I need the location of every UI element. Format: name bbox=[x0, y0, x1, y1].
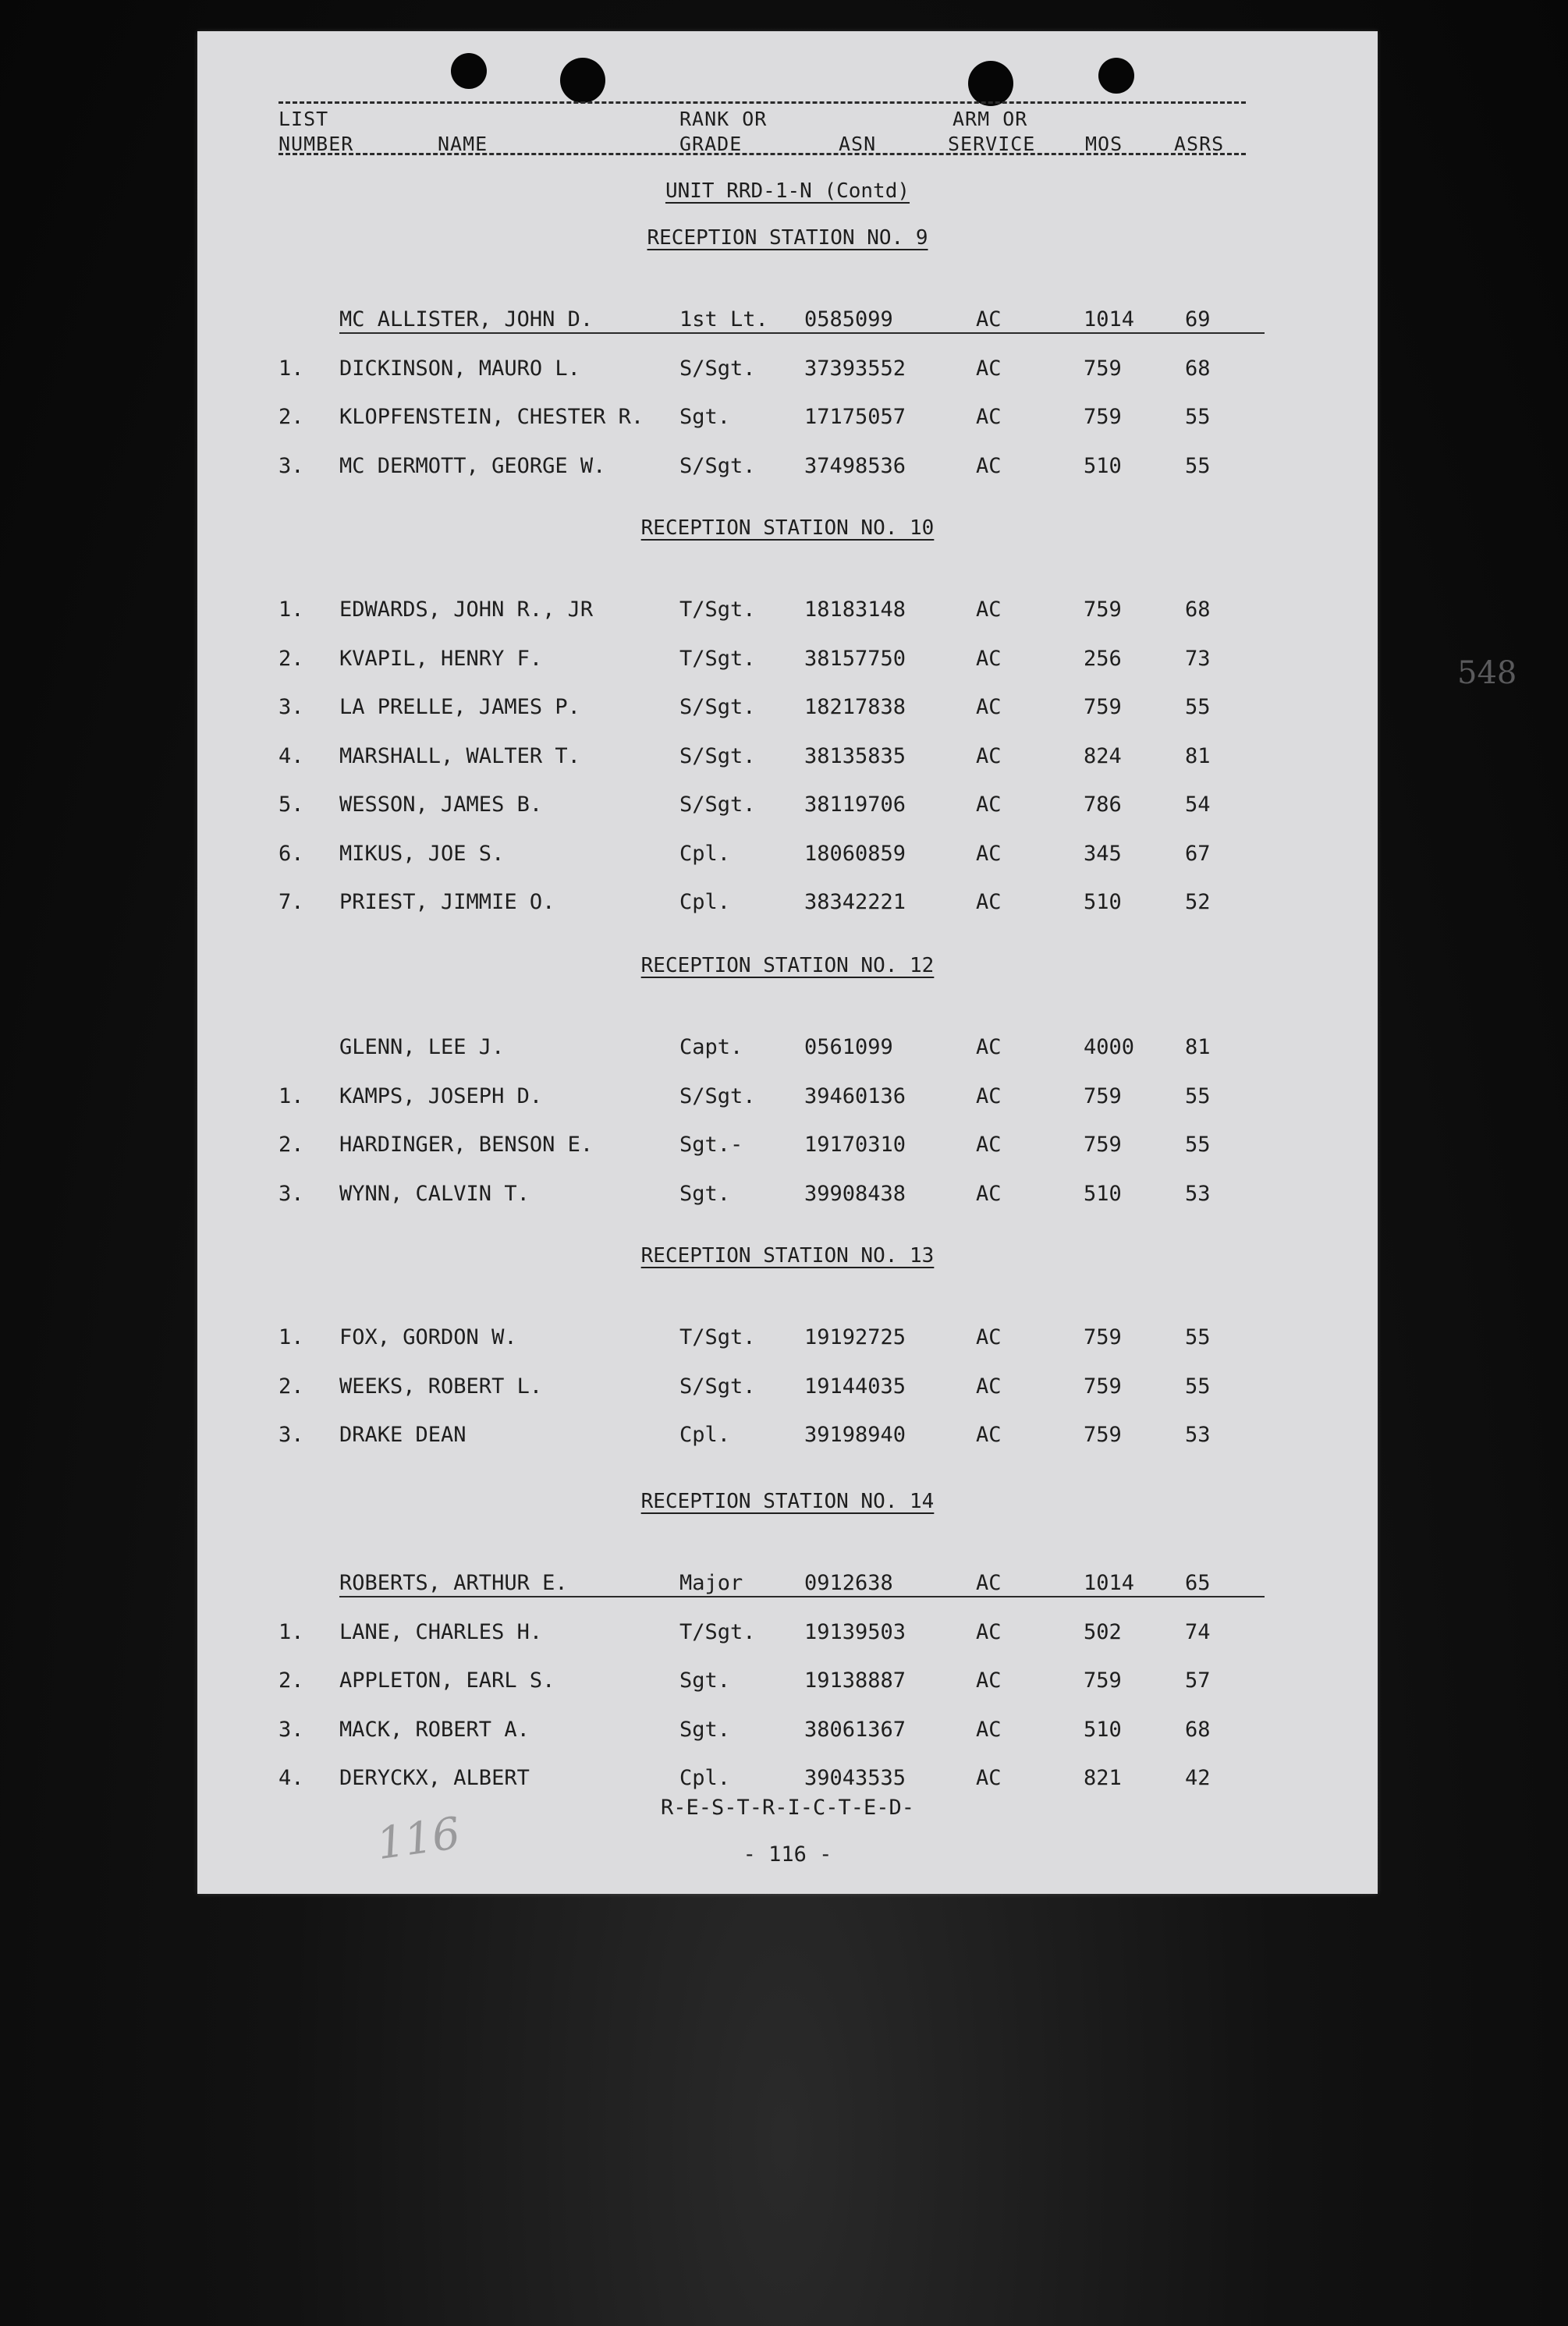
cell-rank: Sgt. bbox=[679, 1668, 731, 1693]
cell-asn: 38157750 bbox=[804, 646, 906, 671]
cell-arm: AC bbox=[976, 405, 1002, 429]
cell-mos: 759 bbox=[1084, 1374, 1122, 1399]
cell-mos: 821 bbox=[1084, 1766, 1122, 1790]
cell-arm: AC bbox=[976, 1083, 1002, 1108]
cell-num: 3. bbox=[278, 695, 304, 719]
cell-rank: Sgt.- bbox=[679, 1133, 743, 1157]
cell-mos: 345 bbox=[1084, 841, 1122, 866]
cell-num: 1. bbox=[278, 597, 304, 622]
table-row bbox=[197, 402, 1378, 433]
cell-arm: AC bbox=[976, 841, 1002, 866]
cell-num: 4. bbox=[278, 743, 304, 768]
table-row bbox=[197, 1714, 1378, 1746]
cell-num: 5. bbox=[278, 792, 304, 817]
cell-rank: S/Sgt. bbox=[679, 792, 756, 817]
cell-asn: 19139503 bbox=[804, 1619, 906, 1644]
cell-asn: 18183148 bbox=[804, 597, 906, 622]
table-row bbox=[197, 692, 1378, 723]
cell-mos: 759 bbox=[1084, 405, 1122, 429]
cell-name: LANE, CHARLES H. bbox=[339, 1619, 543, 1644]
table-row bbox=[197, 1665, 1378, 1697]
cell-asn: 19192725 bbox=[804, 1325, 906, 1349]
cell-rank: Cpl. bbox=[679, 890, 731, 914]
restricted-footer: R-E-S-T-R-I-C-T-E-D- bbox=[660, 1796, 915, 1820]
cell-name: WEEKS, ROBERT L. bbox=[339, 1374, 543, 1399]
cell-num: 4. bbox=[278, 1766, 304, 1790]
section-title: RECEPTION STATION NO. 12 bbox=[640, 954, 935, 977]
cell-rank: T/Sgt. bbox=[679, 1619, 756, 1644]
cell-mos: 824 bbox=[1084, 743, 1122, 768]
header-arm-top: ARM OR bbox=[953, 108, 1028, 130]
cell-name: FOX, GORDON W. bbox=[339, 1325, 517, 1349]
cell-num: 1. bbox=[278, 1619, 304, 1644]
cell-num: 1. bbox=[278, 1325, 304, 1349]
cell-name: HARDINGER, BENSON E. bbox=[339, 1133, 594, 1157]
cell-arm: AC bbox=[976, 307, 1002, 332]
cell-rank: Sgt. bbox=[679, 405, 731, 429]
cell-rank: T/Sgt. bbox=[679, 646, 756, 671]
punch-hole-icon bbox=[451, 53, 487, 89]
cell-asrs: 55 bbox=[1185, 453, 1211, 478]
header-name: NAME bbox=[438, 133, 488, 155]
cell-num: 3. bbox=[278, 453, 304, 478]
cell-rank: S/Sgt. bbox=[679, 1374, 756, 1399]
cell-asrs: 69 bbox=[1185, 307, 1211, 332]
cell-rank: 1st Lt. bbox=[679, 307, 768, 332]
cell-name: WESSON, JAMES B. bbox=[339, 792, 543, 817]
header-mos: MOS bbox=[1085, 133, 1123, 155]
cell-mos: 4000 bbox=[1084, 1035, 1135, 1059]
cell-asn: 37393552 bbox=[804, 356, 906, 381]
cell-arm: AC bbox=[976, 356, 1002, 381]
cell-name: MC ALLISTER, JOHN D. bbox=[339, 307, 594, 332]
cell-name: DERYCKX, ALBERT bbox=[339, 1766, 530, 1790]
cell-asn: 38119706 bbox=[804, 792, 906, 817]
cell-mos: 759 bbox=[1084, 695, 1122, 719]
cell-asrs: 81 bbox=[1185, 743, 1211, 768]
table-row bbox=[197, 1420, 1378, 1451]
page-number: - 116 - bbox=[743, 1842, 832, 1867]
cell-mos: 759 bbox=[1084, 1325, 1122, 1349]
cell-rank: S/Sgt. bbox=[679, 1083, 756, 1108]
section-title: RECEPTION STATION NO. 13 bbox=[640, 1244, 935, 1268]
table-row bbox=[197, 1568, 1378, 1599]
cell-asrs: 55 bbox=[1185, 1374, 1211, 1399]
cell-asn: 39460136 bbox=[804, 1083, 906, 1108]
cell-arm: AC bbox=[976, 1181, 1002, 1206]
cell-mos: 256 bbox=[1084, 646, 1122, 671]
section-title: RECEPTION STATION NO. 14 bbox=[640, 1490, 935, 1513]
cell-asrs: 42 bbox=[1185, 1766, 1211, 1790]
cell-asn: 0912638 bbox=[804, 1571, 893, 1595]
cell-asrs: 55 bbox=[1185, 1325, 1211, 1349]
cell-asn: 38061367 bbox=[804, 1717, 906, 1742]
cell-asrs: 81 bbox=[1185, 1035, 1211, 1059]
cell-name: APPLETON, EARL S. bbox=[339, 1668, 555, 1693]
cell-asn: 39198940 bbox=[804, 1423, 906, 1447]
cell-asrs: 57 bbox=[1185, 1668, 1211, 1693]
cell-num: 2. bbox=[278, 1668, 304, 1693]
cell-name: MARSHALL, WALTER T. bbox=[339, 743, 580, 768]
header-rank-bottom: GRADE bbox=[679, 133, 743, 155]
margin-page-number: 548 bbox=[1457, 655, 1517, 691]
cell-name: DRAKE DEAN bbox=[339, 1423, 466, 1447]
cell-mos: 502 bbox=[1084, 1619, 1122, 1644]
cell-asn: 0585099 bbox=[804, 307, 893, 332]
cell-name: GLENN, LEE J. bbox=[339, 1035, 505, 1059]
table-row bbox=[197, 1617, 1378, 1648]
cell-asn: 37498536 bbox=[804, 453, 906, 478]
cell-rank: Sgt. bbox=[679, 1181, 731, 1206]
header-list-top: LIST bbox=[278, 108, 329, 130]
cell-num: 1. bbox=[278, 1083, 304, 1108]
cell-num: 6. bbox=[278, 841, 304, 866]
cell-rank: Cpl. bbox=[679, 1766, 731, 1790]
cell-asrs: 65 bbox=[1185, 1571, 1211, 1595]
table-row bbox=[197, 887, 1378, 918]
cell-asrs: 68 bbox=[1185, 1717, 1211, 1742]
cell-rank: Capt. bbox=[679, 1035, 743, 1059]
cell-num: 2. bbox=[278, 1133, 304, 1157]
cell-name: DICKINSON, MAURO L. bbox=[339, 356, 580, 381]
table-row bbox=[197, 1129, 1378, 1161]
cell-name: MACK, ROBERT A. bbox=[339, 1717, 530, 1742]
cell-mos: 1014 bbox=[1084, 1571, 1135, 1595]
cell-rank: T/Sgt. bbox=[679, 1325, 756, 1349]
cell-mos: 759 bbox=[1084, 597, 1122, 622]
cell-num: 2. bbox=[278, 405, 304, 429]
cell-asn: 19144035 bbox=[804, 1374, 906, 1399]
cell-name: WYNN, CALVIN T. bbox=[339, 1181, 530, 1206]
header-rule-top bbox=[278, 101, 1246, 104]
cell-mos: 786 bbox=[1084, 792, 1122, 817]
cell-asrs: 55 bbox=[1185, 695, 1211, 719]
cell-asrs: 74 bbox=[1185, 1619, 1211, 1644]
cell-arm: AC bbox=[976, 1035, 1002, 1059]
cell-arm: AC bbox=[976, 646, 1002, 671]
cell-rank: T/Sgt. bbox=[679, 597, 756, 622]
cell-name: KVAPIL, HENRY F. bbox=[339, 646, 543, 671]
cell-arm: AC bbox=[976, 743, 1002, 768]
cell-asrs: 55 bbox=[1185, 1083, 1211, 1108]
cell-arm: AC bbox=[976, 1717, 1002, 1742]
cell-rank: Major bbox=[679, 1571, 743, 1595]
cell-rank: Sgt. bbox=[679, 1717, 731, 1742]
cell-arm: AC bbox=[976, 1423, 1002, 1447]
cell-arm: AC bbox=[976, 597, 1002, 622]
officer-underline bbox=[339, 1596, 1265, 1597]
cell-mos: 510 bbox=[1084, 1181, 1122, 1206]
document-page bbox=[197, 31, 1517, 1894]
cell-rank: S/Sgt. bbox=[679, 356, 756, 381]
cell-asn: 38135835 bbox=[804, 743, 906, 768]
cell-asrs: 55 bbox=[1185, 405, 1211, 429]
cell-mos: 510 bbox=[1084, 453, 1122, 478]
cell-num: 2. bbox=[278, 1374, 304, 1399]
table-row bbox=[197, 451, 1378, 482]
cell-asrs: 67 bbox=[1185, 841, 1211, 866]
cell-rank: S/Sgt. bbox=[679, 743, 756, 768]
table-row bbox=[197, 353, 1378, 385]
table-row bbox=[197, 1081, 1378, 1112]
cell-mos: 759 bbox=[1084, 356, 1122, 381]
cell-num: 3. bbox=[278, 1181, 304, 1206]
cell-arm: AC bbox=[976, 1766, 1002, 1790]
header-arm-bottom: SERVICE bbox=[948, 133, 1036, 155]
cell-arm: AC bbox=[976, 1619, 1002, 1644]
cell-asrs: 73 bbox=[1185, 646, 1211, 671]
cell-asrs: 68 bbox=[1185, 356, 1211, 381]
punch-hole-icon bbox=[560, 58, 605, 103]
punch-hole-icon bbox=[968, 61, 1013, 106]
cell-asn: 19138887 bbox=[804, 1668, 906, 1693]
cell-name: EDWARDS, JOHN R., JR bbox=[339, 597, 594, 622]
cell-arm: AC bbox=[976, 1374, 1002, 1399]
cell-arm: AC bbox=[976, 453, 1002, 478]
table-row bbox=[197, 741, 1378, 772]
cell-arm: AC bbox=[976, 695, 1002, 719]
table-row bbox=[197, 839, 1378, 870]
cell-rank: Cpl. bbox=[679, 1423, 731, 1447]
cell-asn: 18217838 bbox=[804, 695, 906, 719]
cell-asn: 39043535 bbox=[804, 1766, 906, 1790]
cell-name: KLOPFENSTEIN, CHESTER R. bbox=[339, 405, 644, 429]
cell-mos: 759 bbox=[1084, 1133, 1122, 1157]
cell-asrs: 52 bbox=[1185, 890, 1211, 914]
cell-asn: 17175057 bbox=[804, 405, 906, 429]
handwritten-note: 116 bbox=[373, 1807, 463, 1870]
table-row bbox=[197, 1322, 1378, 1353]
cell-mos: 1014 bbox=[1084, 307, 1135, 332]
cell-asrs: 53 bbox=[1185, 1181, 1211, 1206]
cell-name: MIKUS, JOE S. bbox=[339, 841, 505, 866]
cell-asn: 38342221 bbox=[804, 890, 906, 914]
cell-asrs: 53 bbox=[1185, 1423, 1211, 1447]
cell-mos: 510 bbox=[1084, 890, 1122, 914]
cell-num: 3. bbox=[278, 1717, 304, 1742]
cell-name: MC DERMOTT, GEORGE W. bbox=[339, 453, 606, 478]
cell-num: 1. bbox=[278, 356, 304, 381]
cell-name: ROBERTS, ARTHUR E. bbox=[339, 1571, 568, 1595]
cell-arm: AC bbox=[976, 1133, 1002, 1157]
cell-rank: S/Sgt. bbox=[679, 453, 756, 478]
cell-asn: 39908438 bbox=[804, 1181, 906, 1206]
cell-asrs: 55 bbox=[1185, 1133, 1211, 1157]
cell-asn: 18060859 bbox=[804, 841, 906, 866]
section-title: RECEPTION STATION NO. 10 bbox=[640, 516, 935, 540]
cell-arm: AC bbox=[976, 1571, 1002, 1595]
header-asrs: ASRS bbox=[1174, 133, 1225, 155]
cell-rank: Cpl. bbox=[679, 841, 731, 866]
table-row bbox=[197, 1032, 1378, 1063]
punch-hole-icon bbox=[1098, 58, 1134, 94]
unit-title: UNIT RRD-1-N (Contd) bbox=[665, 179, 910, 203]
cell-name: PRIEST, JIMMIE O. bbox=[339, 890, 555, 914]
cell-arm: AC bbox=[976, 792, 1002, 817]
table-row bbox=[197, 644, 1378, 675]
cell-asrs: 54 bbox=[1185, 792, 1211, 817]
cell-name: KAMPS, JOSEPH D. bbox=[339, 1083, 543, 1108]
cell-rank: S/Sgt. bbox=[679, 695, 756, 719]
cell-arm: AC bbox=[976, 890, 1002, 914]
officer-underline bbox=[339, 332, 1265, 334]
table-row bbox=[197, 1179, 1378, 1210]
table-row bbox=[197, 304, 1378, 335]
table-row bbox=[197, 594, 1378, 626]
cell-asrs: 68 bbox=[1185, 597, 1211, 622]
header-rank-top: RANK OR bbox=[679, 108, 768, 130]
table-row bbox=[197, 1763, 1378, 1794]
cell-num: 3. bbox=[278, 1423, 304, 1447]
cell-name: LA PRELLE, JAMES P. bbox=[339, 695, 580, 719]
header-rule-bottom bbox=[278, 153, 1246, 155]
section-title: RECEPTION STATION NO. 9 bbox=[647, 226, 928, 250]
cell-mos: 759 bbox=[1084, 1423, 1122, 1447]
cell-num: 7. bbox=[278, 890, 304, 914]
cell-num: 2. bbox=[278, 646, 304, 671]
cell-arm: AC bbox=[976, 1325, 1002, 1349]
header-list-bottom: NUMBER bbox=[278, 133, 354, 155]
table-row bbox=[197, 1371, 1378, 1402]
header-asn: ASN bbox=[839, 133, 877, 155]
table-row bbox=[197, 789, 1378, 821]
cell-mos: 759 bbox=[1084, 1083, 1122, 1108]
cell-mos: 510 bbox=[1084, 1717, 1122, 1742]
cell-asn: 19170310 bbox=[804, 1133, 906, 1157]
cell-mos: 759 bbox=[1084, 1668, 1122, 1693]
cell-asn: 0561099 bbox=[804, 1035, 893, 1059]
cell-arm: AC bbox=[976, 1668, 1002, 1693]
